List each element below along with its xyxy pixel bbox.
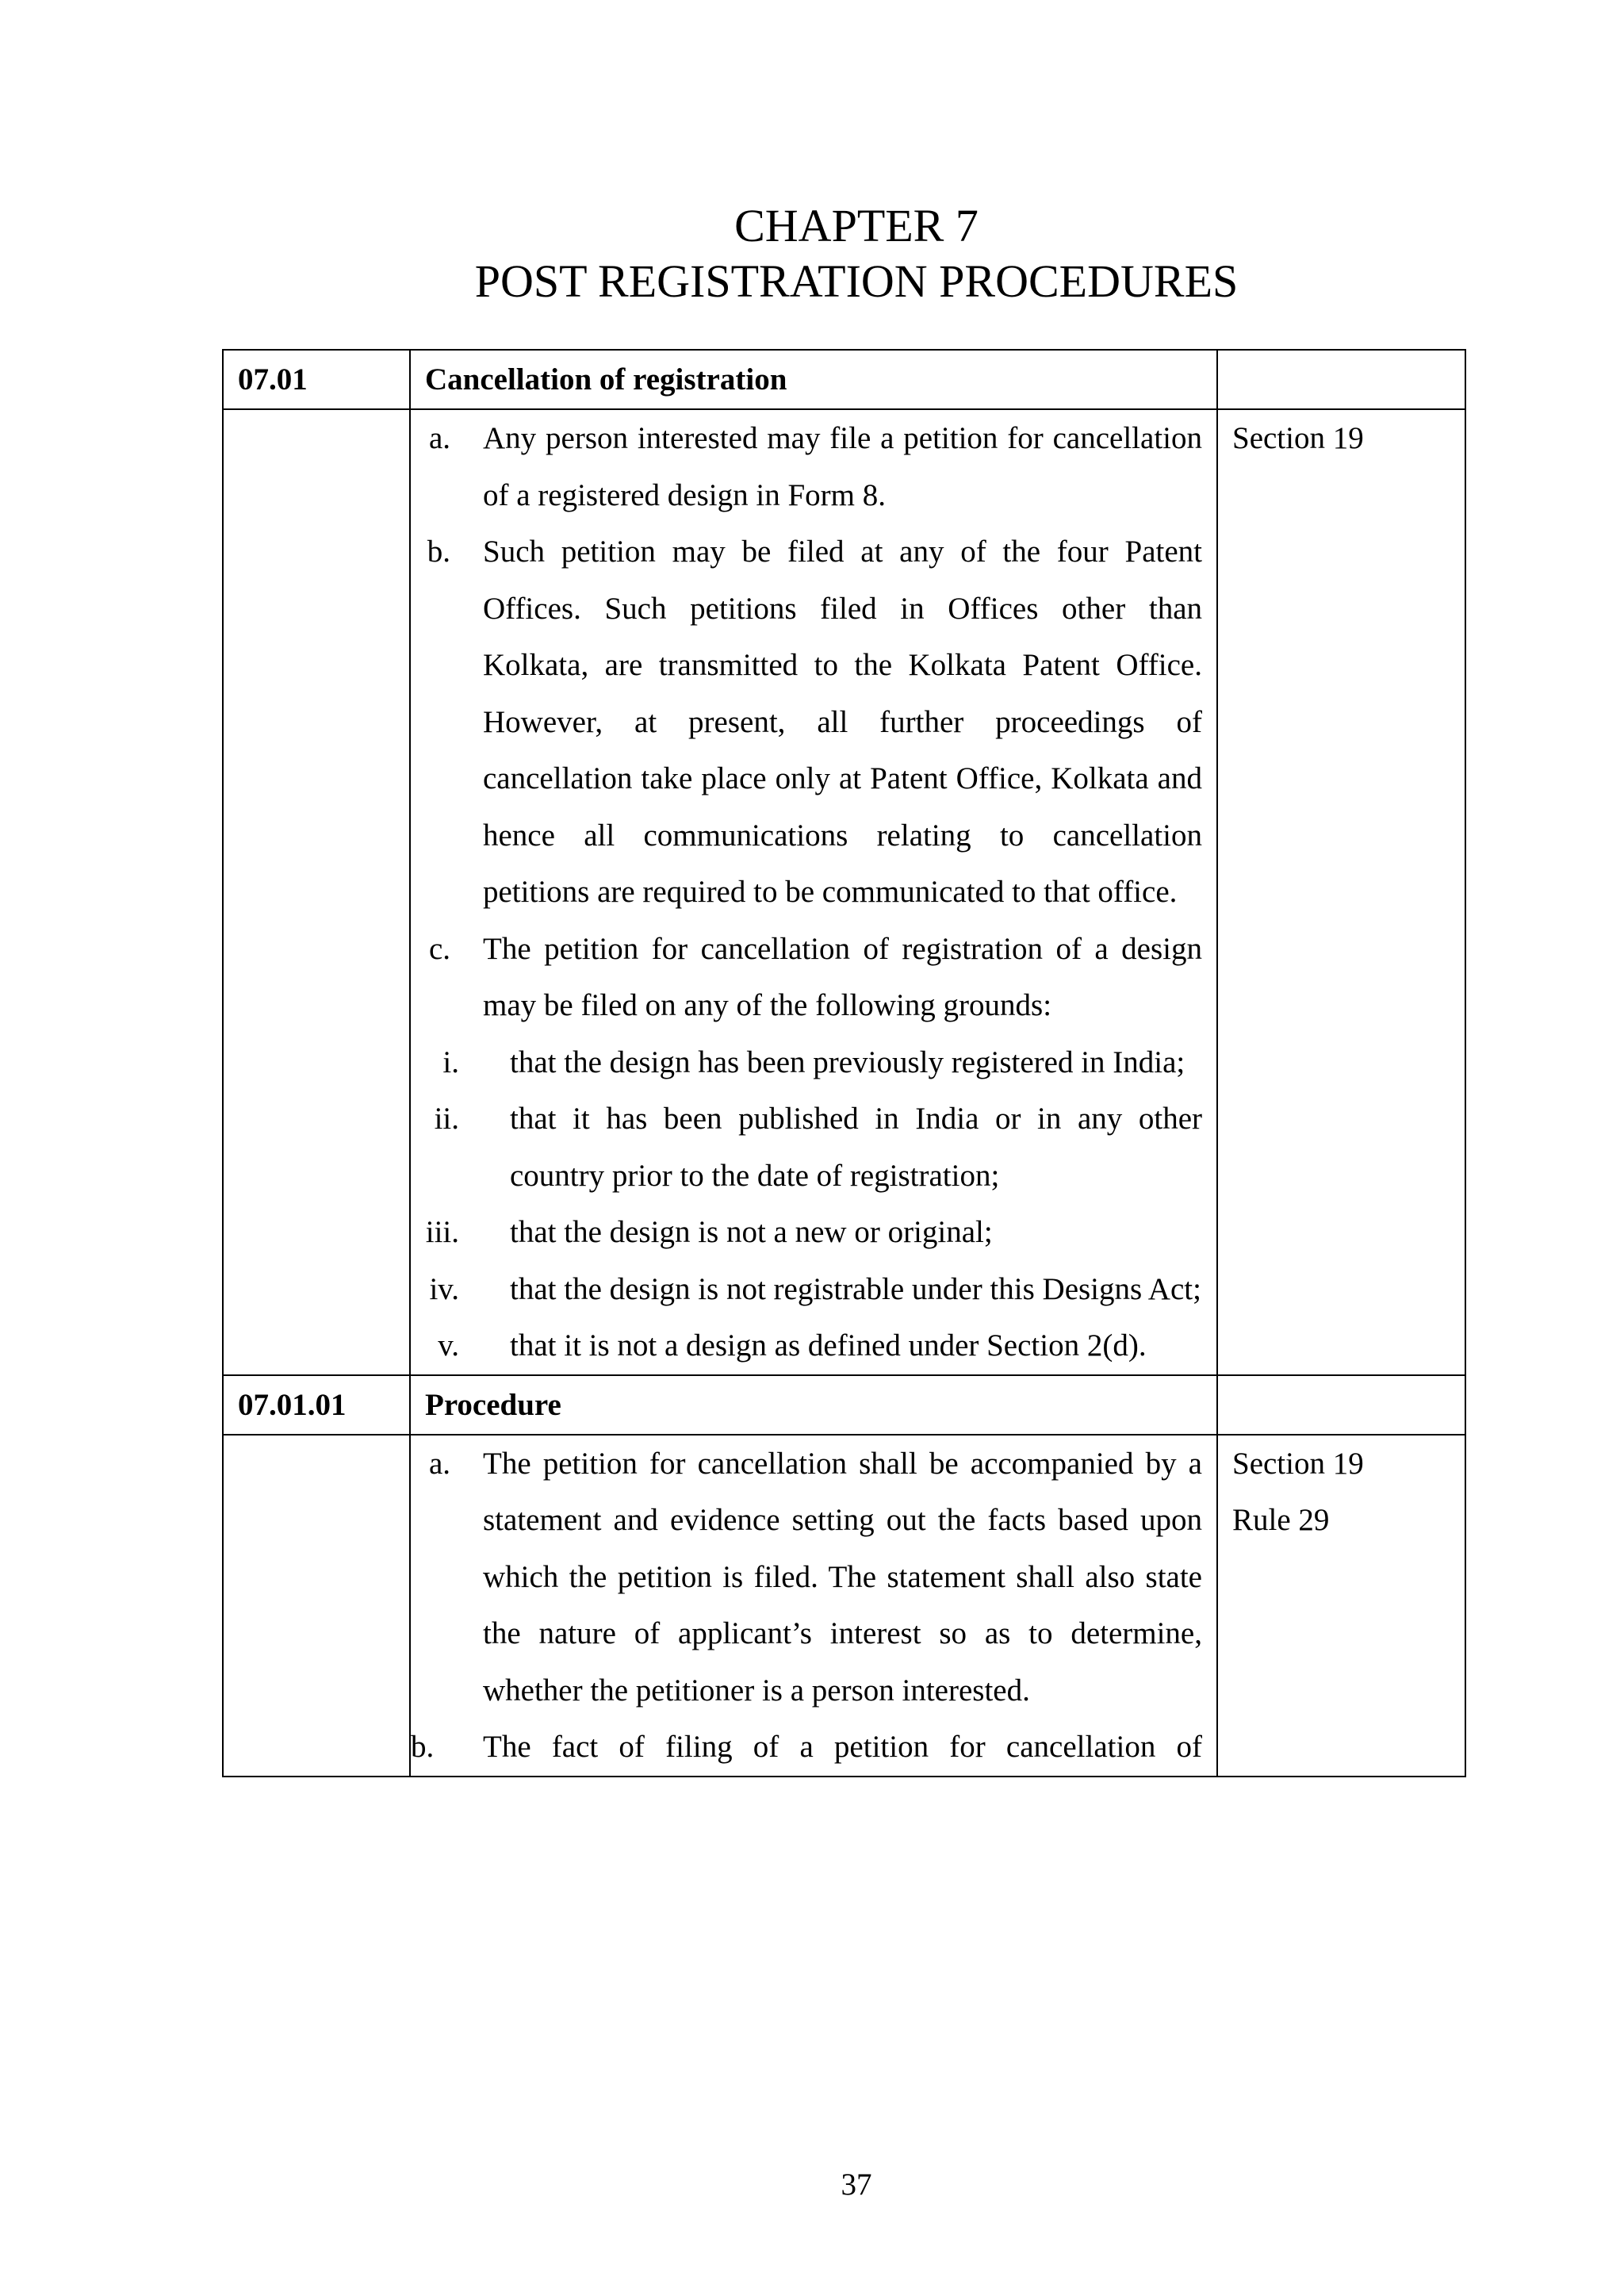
section-heading: Cancellation of registration bbox=[410, 350, 1217, 409]
empty-cell bbox=[223, 1435, 410, 1777]
ground-marker: i. bbox=[442, 1045, 459, 1079]
item-marker: c. bbox=[428, 931, 450, 966]
ground-marker: v. bbox=[438, 1328, 459, 1363]
item-text: The petition for cancellation of registration of a design may be filed on any of the following grounds: bbox=[483, 931, 1202, 1022]
ground-marker: ii. bbox=[434, 1102, 459, 1136]
empty-cell bbox=[1217, 1375, 1465, 1435]
item-text: Any person interested may file a petition for cancellation of a registered design in Form 8. bbox=[483, 421, 1202, 512]
chapter-number: CHAPTER 7 bbox=[734, 200, 979, 251]
item-marker: b. bbox=[411, 1730, 435, 1764]
item-marker: b. bbox=[427, 535, 450, 569]
list-item bbox=[411, 1719, 1202, 1776]
ground-item bbox=[411, 1261, 1202, 1318]
reference-line: Rule 29 bbox=[1232, 1503, 1330, 1537]
item-marker: a. bbox=[428, 421, 450, 455]
section-body-row bbox=[223, 409, 1465, 1375]
item-text: Such petition may be filed at any of the four Patent Offices. Such petitions filed in Offices other than Kolkata, are transmitted to the Kolkata Patent Office. However, at present, all further proceedings of cancellation take place only at Patent Office, Kolkata and hence all communications relating to cancellation petitions are required to be communicated to that office. bbox=[483, 535, 1202, 909]
legal-reference bbox=[1217, 1435, 1465, 1777]
section-header-row bbox=[223, 350, 1465, 409]
ground-marker: iv. bbox=[429, 1271, 459, 1306]
list-item bbox=[411, 921, 1202, 1374]
empty-cell bbox=[1217, 350, 1465, 409]
ground-text: that the design has been previously registered in India; bbox=[510, 1045, 1185, 1079]
section-header-row bbox=[223, 1375, 1465, 1435]
item-marker: a. bbox=[428, 1446, 450, 1481]
list-item bbox=[411, 523, 1202, 921]
list-item bbox=[411, 1435, 1202, 1719]
ground-text: that it is not a design as defined under Section 2(d). bbox=[510, 1328, 1147, 1363]
ground-item bbox=[411, 1034, 1202, 1091]
ground-item bbox=[411, 1091, 1202, 1204]
reference-line: Section 19 bbox=[1232, 421, 1364, 455]
legal-reference bbox=[1217, 409, 1465, 1375]
item-text: The fact of filing of a petition for cancellation of bbox=[483, 1730, 1202, 1764]
section-body bbox=[410, 1435, 1217, 1777]
reference-line: Section 19 bbox=[1232, 1446, 1364, 1481]
section-code: 07.01.01 bbox=[223, 1375, 410, 1435]
section-heading: Procedure bbox=[410, 1375, 1217, 1435]
ground-text: that it has been published in India or in any other country prior to the date of registration; bbox=[510, 1102, 1202, 1193]
section-body bbox=[410, 409, 1217, 1375]
section-code: 07.01 bbox=[223, 350, 410, 409]
procedures-table bbox=[222, 349, 1466, 1777]
chapter-title: POST REGISTRATION PROCEDURES bbox=[474, 255, 1239, 307]
empty-cell bbox=[223, 409, 410, 1375]
ground-marker: iii. bbox=[425, 1215, 459, 1249]
list-item bbox=[411, 410, 1202, 523]
section-body-row bbox=[223, 1435, 1465, 1777]
ground-item bbox=[411, 1317, 1202, 1374]
ground-text: that the design is not registrable under this Designs Act; bbox=[510, 1271, 1201, 1306]
ground-text: that the design is not a new or original; bbox=[510, 1215, 993, 1249]
ground-item bbox=[411, 1204, 1202, 1261]
item-text: The petition for cancellation shall be accompanied by a statement and evidence setting out the facts based upon which the petition is filed. The statement shall also state the nature of applicant’s interest so as to determine, whether the petitioner is a person interested. bbox=[483, 1446, 1202, 1708]
page-number: 37 bbox=[841, 2168, 872, 2202]
